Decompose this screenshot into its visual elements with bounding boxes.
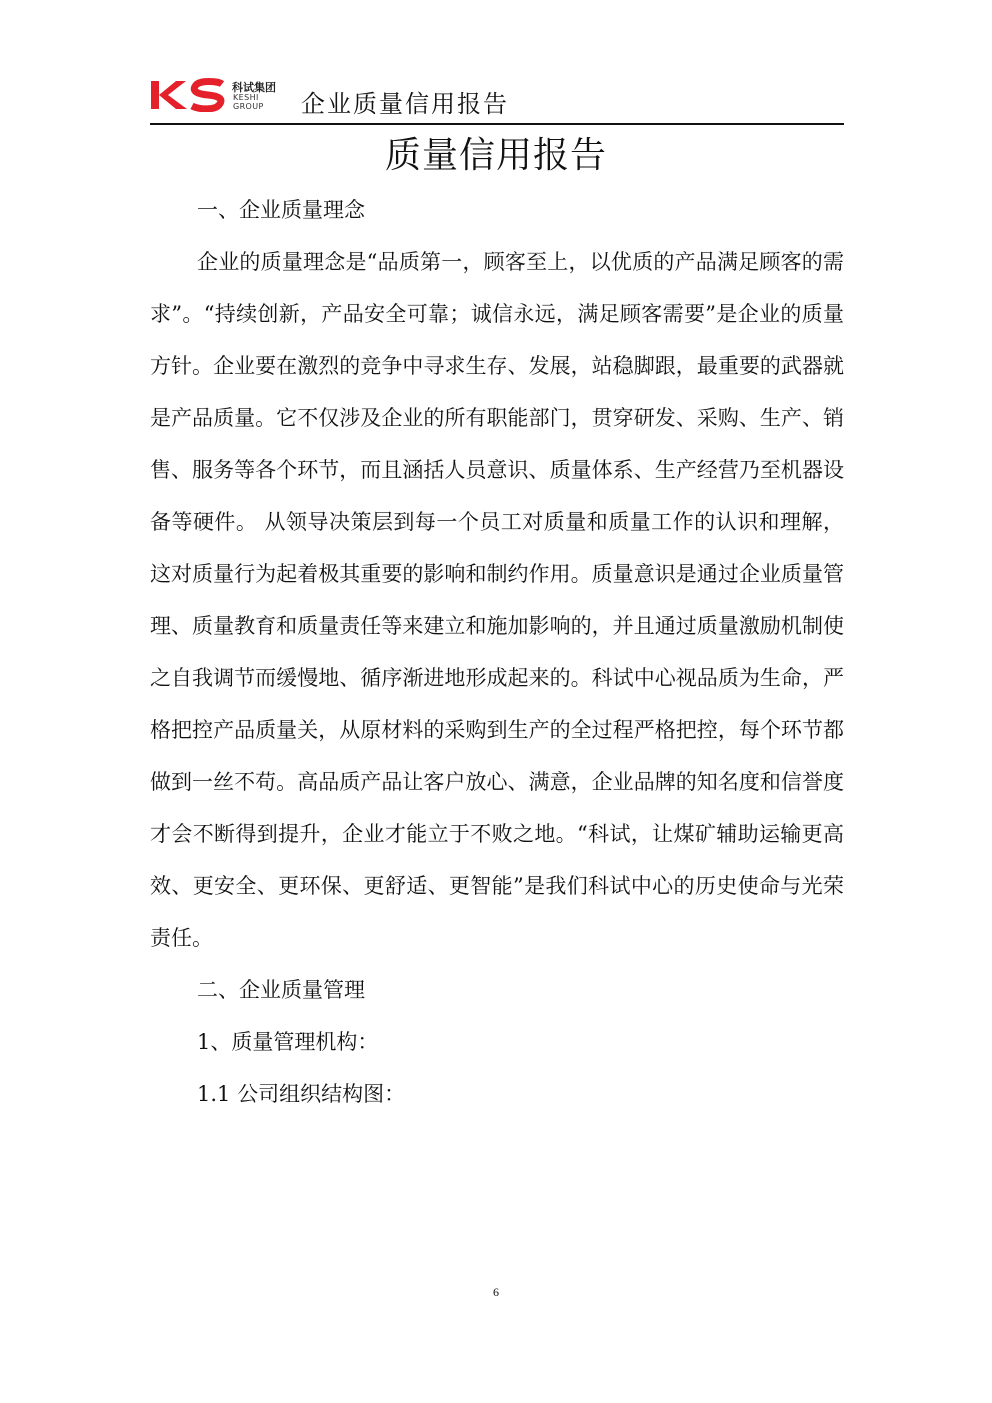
logo-name-en-line1: KESHI [233,93,259,102]
logo-name-cn: 科试集团 [232,81,276,94]
page-header [150,72,844,124]
ks-logo-mark [150,78,230,112]
page-number: 6 [493,1285,499,1299]
header-title: 企业质量信用报告 [301,90,509,118]
subsection1-heading: 1、质量管理机构： [197,1030,379,1054]
section1-paragraph: 企业的质量理念是“品质第一，顾客至上，以优质的产品满足顾客的需求”。“持续创新，产品安全可靠；诚信永远，满足顾客需要”是企业的质量方针。企业要在激烈的竞争中寻求生存、发展，站稳脚跟，最重要的武器就是产品质量。它不仅涉及企业的所有职能部门，贯穿研发、采购、生产、销售、服务等各个环节，而且涵括人员意识、质量体系、生产经营乃至机器设备等硬件。 从领导决策层到每一个员工对质量和质量工作的认识和理解，这对质量行为起着极其重要的影响和制约作用。质量意识是通过企业质量管理、质量教育和质量责任等来建立和施加影响的，并且通过质量激励机制使之自我调节而缓慢地、循序渐进地形成起来的。科试中心视品质为生命，严格把控产品质量关，从原材料的采购到生产的全过程严格把控，每个环节都做到一丝不苟。高品质产品让客户放心、满意，企业品牌的知名度和信誉度才会不断得到提升，企业才能立于不败之地。“科试，让煤矿辅助运输更高效、更安全、更环保、更舒适、更智能”是我们科试中心的历史使命与光荣责任。 [150,250,844,950]
subsection1-1-heading: 1.1 公司组织结构图： [197,1082,406,1106]
section2-heading: 二、企业质量管理 [197,978,365,1002]
document-title: 质量信用报告 [384,135,607,176]
header-divider [150,123,844,125]
section1-heading: 一、企业质量理念 [197,198,365,222]
logo-name-en-line2: GROUP [233,102,264,111]
company-logo [150,78,290,114]
document-body [150,184,844,1120]
